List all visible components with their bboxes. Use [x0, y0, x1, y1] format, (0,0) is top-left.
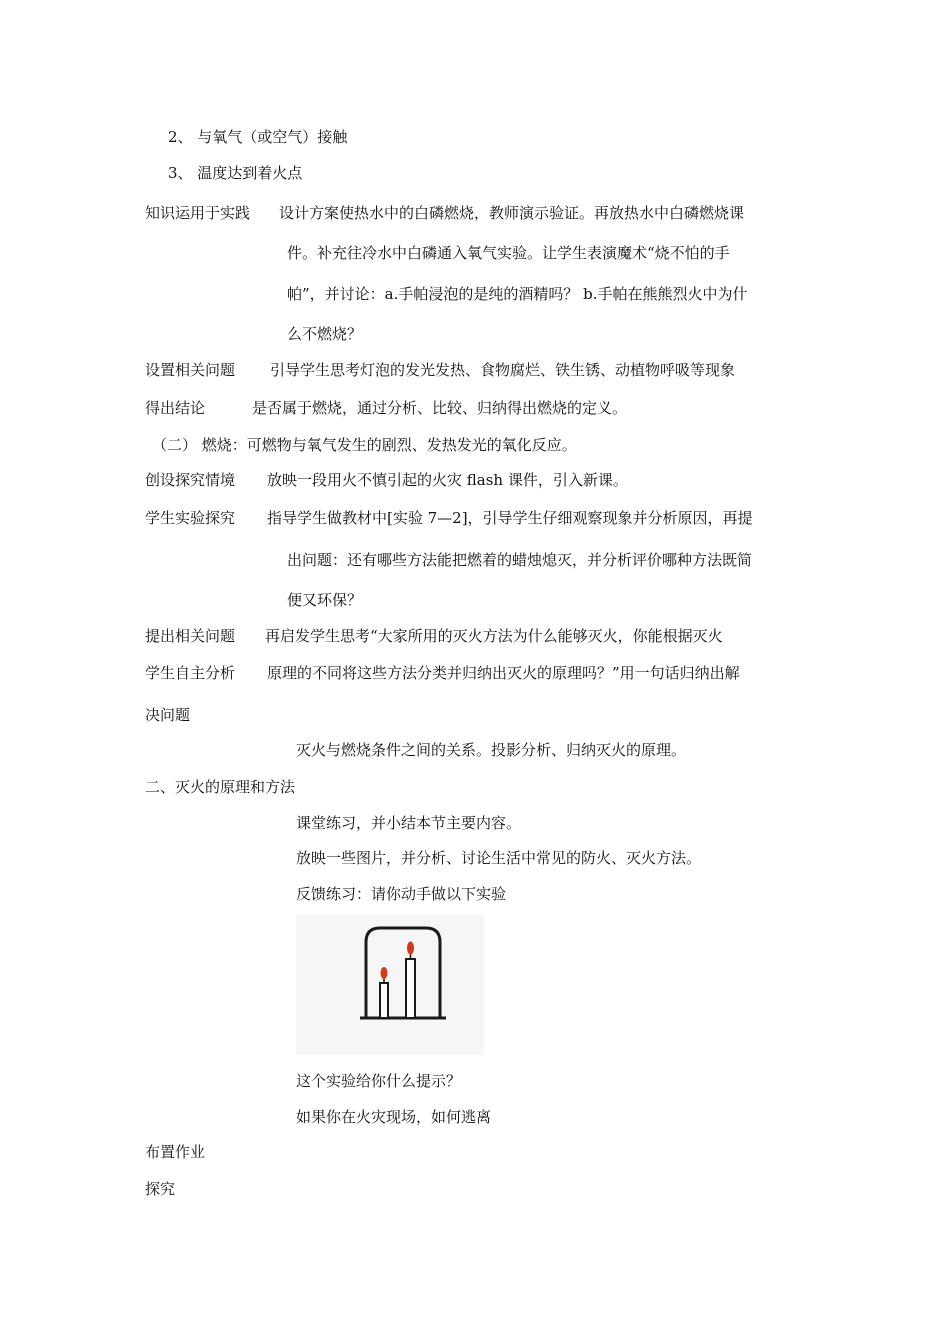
self-analysis-label: 学生自主分析	[145, 664, 236, 682]
apply-text-line-2: 件。补充往冷水中白磷通入氧气实验。让学生表演魔术“烧不怕的手	[287, 244, 730, 262]
pictures-text: 放映一些图片，并分析、讨论生活中常见的防火、灭火方法。	[296, 849, 702, 867]
list-item-temperature: 3、 温度达到着火点	[168, 164, 303, 182]
set-question-label: 设置相关问题	[145, 361, 236, 379]
experiment-text-line-1: 指导学生做教材中[实验 7—2]，引导学生仔细观察现象并分析原因，再提	[267, 509, 753, 527]
short-candle-icon	[380, 967, 388, 1018]
raise-question-text: 再启发学生思考“大家所用的灭火方法为什么能够灭火，你能根据灭火	[265, 627, 723, 645]
raise-question-label: 提出相关问题	[145, 627, 236, 645]
hint-question: 这个实验给你什么提示？	[296, 1072, 462, 1090]
scenario-text: 放映一段用火不慎引起的火灾 flash 课件，引入新课。	[267, 471, 628, 489]
set-question-text: 引导学生思考灯泡的发光发热、食物腐烂、铁生锈、动植物呼吸等现象	[270, 361, 736, 379]
apply-text-line-4: 么不燃烧？	[287, 325, 363, 343]
apply-label: 知识运用于实践	[145, 204, 251, 222]
candle-experiment-icon	[296, 915, 484, 1055]
apply-text-line-3: 帕”，并讨论：a.手帕浸泡的是纯的酒精吗？ b.手帕在熊熊烈火中为什	[287, 285, 748, 303]
conclusion-text: 是否属于燃烧，通过分析、比较、归纳得出燃烧的定义。	[252, 399, 628, 417]
combustion-definition: （二） 燃烧：可燃物与氧气发生的剧烈、发热发光的氧化反应。	[152, 436, 577, 454]
practice-text: 课堂练习，并小结本节主要内容。	[296, 814, 522, 832]
list-item-oxygen: 2、 与氧气（或空气）接触	[168, 128, 348, 146]
experiment-text-line-2: 出问题：还有哪些方法能把燃着的蜡烛熄灭，并分析评价哪种方法既简	[287, 551, 753, 569]
relation-text: 灭火与燃烧条件之间的关系。投影分析、归纳灭火的原理。	[296, 741, 687, 759]
homework-label: 布置作业	[145, 1143, 206, 1161]
apply-text-line-1: 设计方案使热水中的白磷燃烧，教师演示验证。再放热水中白磷燃烧课	[279, 204, 745, 222]
experiment-text-line-3: 便又环保？	[287, 591, 363, 609]
experiment-label: 学生实验探究	[145, 509, 236, 527]
tall-candle-icon	[406, 942, 415, 1019]
feedback-text: 反馈练习：请你动手做以下实验	[296, 885, 507, 903]
scenario-label: 创设探究情境	[145, 471, 236, 489]
candles-under-beaker-illustration	[296, 915, 484, 1055]
self-analysis-text: 原理的不同将这些方法分类并归纳出灭火的原理吗？”用一句话归纳出解	[267, 664, 740, 682]
section-heading-extinguish: 二、灭火的原理和方法	[145, 778, 296, 796]
explore-label: 探究	[145, 1180, 176, 1198]
solve-problem-label: 决问题	[145, 706, 191, 724]
conclusion-label: 得出结论	[145, 399, 206, 417]
escape-question: 如果你在火灾现场，如何逃离	[296, 1108, 492, 1126]
